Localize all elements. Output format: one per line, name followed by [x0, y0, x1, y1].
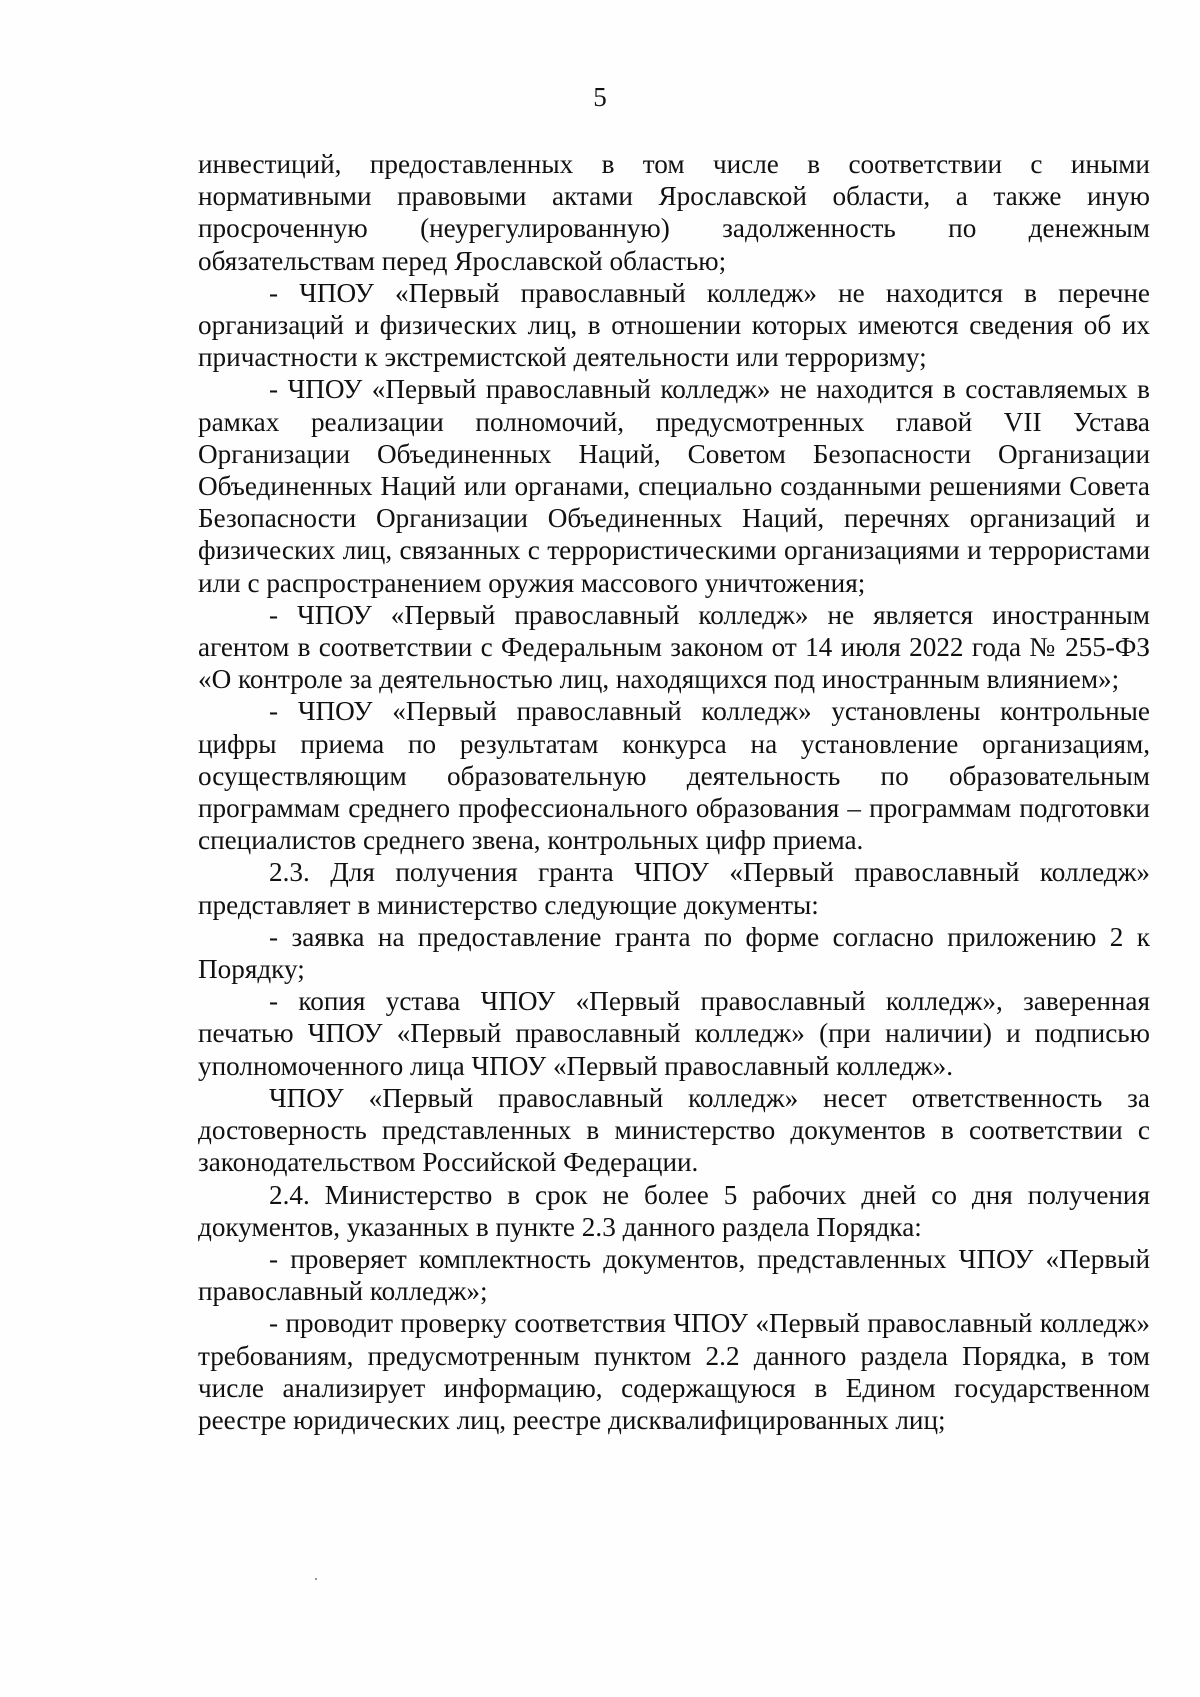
paragraph-responsibility: ЧПОУ «Первый православный колледж» несет ответственность за достоверность представленных в министерство документов в соответствии с законодательством Российской Федерации.: [198, 1082, 1150, 1178]
document-body: [198, 148, 1150, 1436]
paragraph-continuation: инвестиций, предоставленных в том числе в соответствии с иными нормативными правовыми актами Ярославской области, а также иную просроченную (неурегулированную) задолженность по денежным обязательствам перед Ярославской областью;: [198, 149, 1150, 276]
page-number: 5: [593, 82, 607, 112]
list-item-compliance-check: - проводит проверку соответствия ЧПОУ «Первый православный колледж» требованиям, предусмотренным пунктом 2.2 данного раздела Порядка, в том числе анализирует информацию, содержащуюся в Едином государственном реестре юридических лиц, реестре дисквалифицированных лиц;: [198, 1308, 1150, 1435]
list-item-admission-figures: - ЧПОУ «Первый православный колледж» установлены контрольные цифры приема по результатам конкурса на установление организациям, осуществляющим образовательную деятельность по образовательным программам среднего профессионального образования – программам подготовки специалистов среднего звена, контрольных цифр приема.: [198, 696, 1150, 856]
list-item-completeness-check: - проверяет комплектность документов, представленных ЧПОУ «Первый православный колледж»;: [198, 1243, 1150, 1307]
list-item-charter-copy: - копия устава ЧПОУ «Первый православный колледж», заверенная печатью ЧПОУ «Первый православный колледж» (при наличии) и подписью уполномоченного лица ЧПОУ «Первый православный колледж».: [198, 986, 1150, 1081]
clause-2-3: 2.3. Для получения гранта ЧПОУ «Первый православный колледж» представляет в министерство следующие документы:: [198, 857, 1150, 920]
clause-2-4: 2.4. Министерство в срок не более 5 рабочих дней со дня получения документов, указанных в пункте 2.3 данного раздела Порядка:: [198, 1179, 1150, 1242]
list-item-foreign-agent: - ЧПОУ «Первый православный колледж» не является иностранным агентом в соответствии с Федеральным законом от 14 июля 2022 года № 255-ФЗ «О контроле за деятельностью лиц, находящихся под иностранным влиянием»;: [198, 599, 1150, 695]
list-item-grant-application: - заявка на предоставление гранта по форме согласно приложению 2 к Порядку;: [198, 921, 1150, 985]
list-item-extremism-register: - ЧПОУ «Первый православный колледж» не находится в перечне организаций и физических лиц, в отношении которых имеются сведения об их причастности к экстремистской деятельности или терроризму;: [198, 277, 1150, 373]
list-item-un-sanctions: - ЧПОУ «Первый православный колледж» не находится в составляемых в рамках реализации полномочий, предусмотренных главой VII Устава Организации Объединенных Наций, Советом Безопасности Организации Объединенных Наций или органами, специально созданными решениями Совета Безопасности Организации Объединенных Наций, перечнях организаций и физических лиц, связанных с террористическими организациями и террористами или с распространением оружия массового уничтожения;: [198, 374, 1150, 598]
scan-artifact: [315, 1578, 317, 1580]
